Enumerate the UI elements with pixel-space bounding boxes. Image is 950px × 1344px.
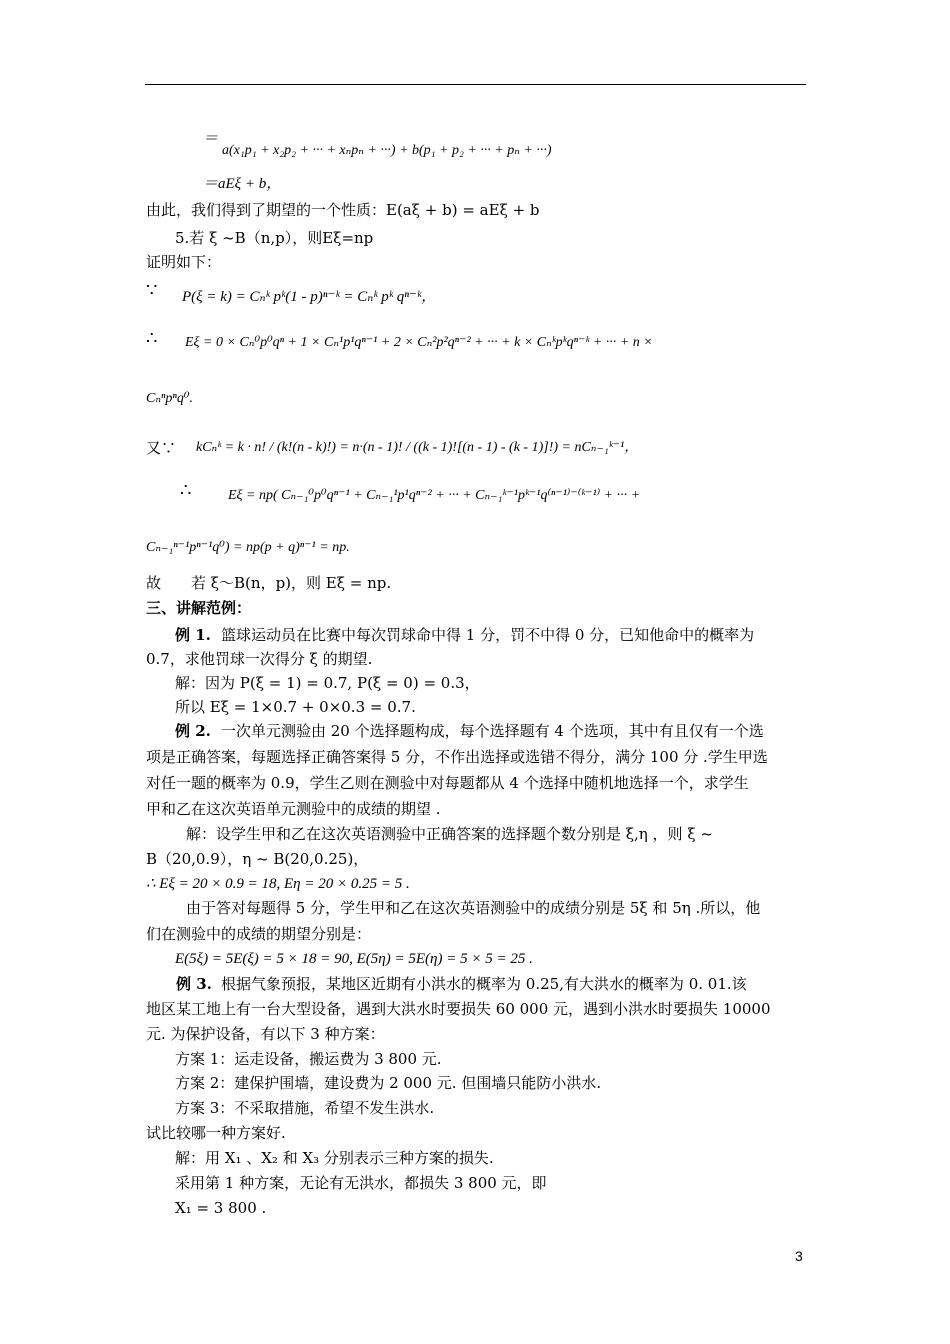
- example-2-scores: 由于答对每题得 5 分，学生甲和乙在这次英语测验中的成绩分别是 5ξ 和 5η .所以，他: [186, 899, 761, 917]
- example-3-text: 根据气象预报，某地区近期有小洪水的概率为 0.25,有大洪水的概率为 0. 01.该: [221, 975, 747, 993]
- example-1-label: 例 1.: [175, 626, 211, 644]
- page-number: 3: [795, 1248, 803, 1264]
- eq-expectation-sum-end: Cₙⁿpⁿq⁰.: [146, 391, 193, 406]
- eq-expectation-np-end: Cₙ₋₁ⁿ⁻¹pⁿ⁻¹q⁰) = np(p + q)ⁿ⁻¹ = np.: [146, 540, 350, 555]
- therefore-symbol-1: ∴: [146, 328, 158, 349]
- compare-question: 试比较哪一种方案好.: [146, 1124, 286, 1142]
- plan-3: 方案 3：不采取措施，希望不发生洪水.: [175, 1099, 435, 1117]
- example-1-text: 篮球运动员在比赛中每次罚球命中得 1 分，罚不中得 0 分，已知他命中的概率为: [221, 626, 755, 644]
- conclusion: 故 若 ξ～B(n，p)，则 Eξ = np.: [146, 574, 392, 592]
- example-2-distributions: B（20,0.9），η ~ B(20,0.25)，: [146, 850, 369, 868]
- example-1-result: 所以 Eξ = 1×0.7 + 0×0.3 = 0.7.: [175, 698, 416, 716]
- example-3-x1: X₁ = 3 800 .: [175, 1199, 267, 1217]
- example-1-text-2: 0.7，求他罚球一次得分 ξ 的期望.: [146, 650, 373, 668]
- example-2-text-4: 甲和乙在这次英语单元测验中的成绩的期望 .: [146, 800, 441, 818]
- example-2-text-3: 对任一题的概率为 0.9，学生乙则在测验中对每题都从 4 个选择中随机地选择一个，求学生: [146, 774, 749, 792]
- example-2-scores-2: 们在测验中的成绩的期望分别是：: [146, 925, 372, 943]
- eq-line-3: ＝aEξ + b，: [203, 176, 282, 192]
- example-3-text-2: 地区某工地上有一台大型设备，遇到大洪水时要损失 60 000 元，遇到小洪水时要损失 10000: [146, 1000, 771, 1018]
- section-heading-examples: 三、讲解范例：: [146, 599, 252, 617]
- plan-2: 方案 2：建保护围墙，建设费为 2 000 元. 但围墙只能防小洪水.: [175, 1074, 602, 1092]
- example-2-expectations: ∴ Eξ = 20 × 0.9 = 18, Eη = 20 × 0.25 = 5 .: [146, 876, 410, 892]
- example-2-text-2: 项是正确答案，每题选择正确答案得 5 分，不作出选择或选错不得分，满分 100 分 .学生甲选: [146, 748, 768, 766]
- plan-1: 方案 1：运走设备，搬运费为 3 800 元.: [175, 1050, 442, 1068]
- example-3-solution: 解：用 X₁ 、X₂ 和 X₃ 分别表示三种方案的损失.: [175, 1149, 494, 1167]
- header-rule: [145, 84, 806, 85]
- eq-probability: P(ξ = k) = Cₙᵏ pᵏ(1 - p)ⁿ⁻ᵏ = Cₙᵏ pᵏ qⁿ⁻ᵏ，: [182, 289, 437, 305]
- example-2-solution: 解：设学生甲和乙在这次英语测验中正确答案的选择题个数分别是 ξ,η ，则 ξ ~: [186, 825, 713, 843]
- property-text: 由此，我们得到了期望的一个性质：E(aξ + b) = aEξ + b: [146, 201, 540, 219]
- example-3-text-3: 元. 为保护设备，有以下 3 种方案：: [146, 1025, 385, 1043]
- eq-line-2: a(x₁p₁ + x₂p₂ + ··· + xₙpₙ + ···) + b(p₁ + p₂ + ··· + pₙ + ···): [222, 143, 552, 158]
- example-3-plan-1-loss: 采用第 1 种方案，无论有无洪水，都损失 3 800 元，即: [175, 1174, 547, 1192]
- example-2-final: E(5ξ) = 5E(ξ) = 5 × 18 = 90, E(5η) = 5E(η) = 5 × 5 = 25 .: [175, 951, 533, 967]
- eq-line-1: ＝: [203, 131, 219, 147]
- therefore-symbol-2: ∴: [180, 480, 192, 501]
- also-because: 又∵: [146, 439, 177, 457]
- eq-combination-identity: kCₙᵏ = k · n! / (k!(n - k)!) = n·(n - 1)! / ((k - 1)![(n - 1) - (k - 1)]!) = nCₙ₋₁ᵏ⁻¹，: [196, 440, 639, 455]
- example-2-label: 例 2.: [175, 722, 211, 740]
- example-3-label: 例 3.: [176, 975, 212, 993]
- example-1-solution: 解：因为 P(ξ = 1) = 0.7, P(ξ = 0) = 0.3，: [175, 674, 480, 692]
- eq-expectation-np: Eξ = np( Cₙ₋₁⁰p⁰qⁿ⁻¹ + Cₙ₋₁¹p¹qⁿ⁻² + ··· + Cₙ₋₁ᵏ⁻¹pᵏ⁻¹q⁽ⁿ⁻¹⁾⁻⁽ᵏ⁻¹⁾ + ··· +: [228, 488, 641, 503]
- eq-expectation-sum: Eξ = 0 × Cₙ⁰p⁰qⁿ + 1 × Cₙ¹p¹qⁿ⁻¹ + 2 × Cₙ²p²qⁿ⁻² + ··· + k × Cₙᵏpᵏqⁿ⁻ᵏ + ··· + n ×: [185, 335, 653, 350]
- because-symbol: ∵: [146, 280, 158, 301]
- proof-heading: 证明如下：: [146, 253, 222, 271]
- example-2-text: 一次单元测验由 20 个选择题构成，每个选择题有 4 个选项，其中有且仅有一个选: [221, 722, 764, 740]
- theorem-5: 5.若 ξ ~B（n,p），则Eξ=np: [175, 229, 374, 247]
